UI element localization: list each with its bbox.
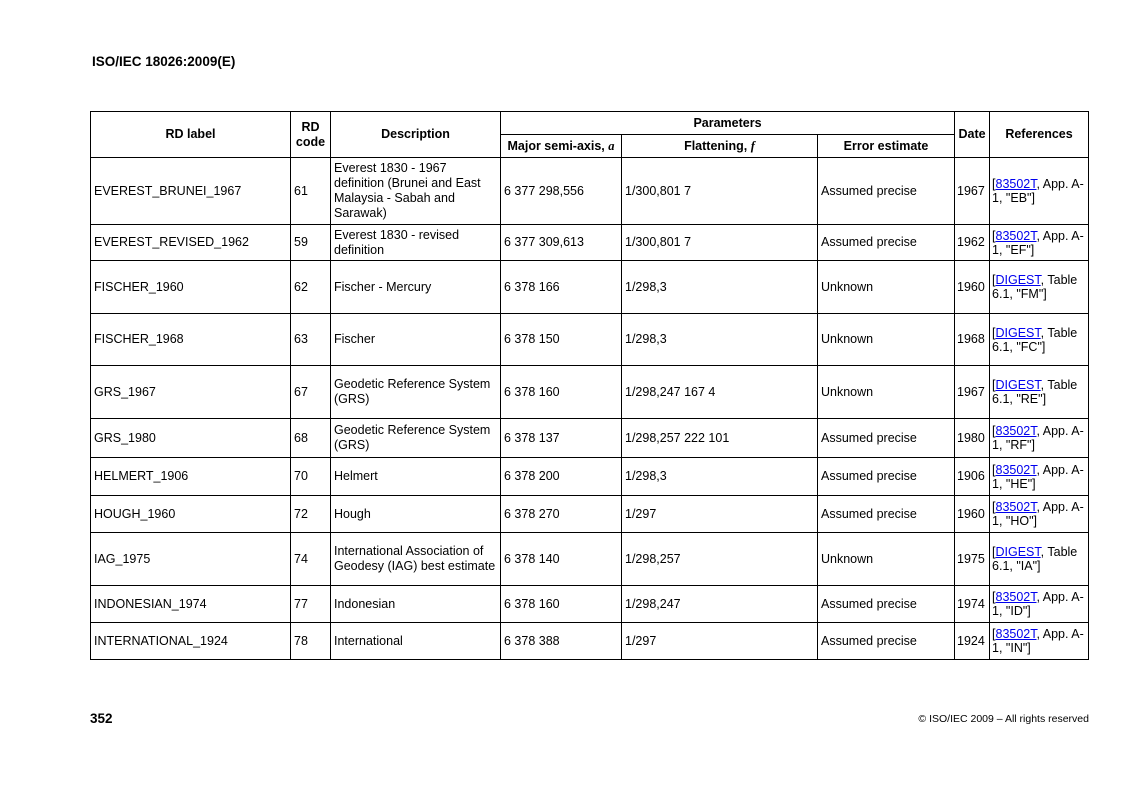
cell-flattening: 1/298,3 bbox=[622, 458, 818, 496]
cell-major-semi-axis: 6 377 309,613 bbox=[501, 225, 622, 261]
cell-date: 1967 bbox=[955, 366, 990, 419]
cell-rd-code: 77 bbox=[291, 586, 331, 623]
cell-error-estimate: Unknown bbox=[818, 261, 955, 314]
header-description: Description bbox=[331, 112, 501, 158]
header-rd-label: RD label bbox=[91, 112, 291, 158]
reference-link[interactable]: 83502T bbox=[995, 590, 1037, 604]
cell-references bbox=[990, 225, 1089, 261]
header-major-semi-axis-label: Major semi-axis, bbox=[507, 138, 605, 153]
cell-description: Everest 1830 - 1967 definition (Brunei and East Malaysia - Sabah and Sarawak) bbox=[331, 158, 501, 225]
cell-major-semi-axis: 6 378 200 bbox=[501, 458, 622, 496]
table-row bbox=[91, 158, 1089, 225]
header-flattening-symbol: f bbox=[750, 138, 755, 153]
reference-prefix: [ bbox=[992, 500, 996, 514]
document-header: ISO/IEC 18026:2009(E) bbox=[92, 54, 236, 69]
cell-rd-label: INTERNATIONAL_1924 bbox=[91, 623, 291, 660]
cell-flattening: 1/298,257 bbox=[622, 533, 818, 586]
header-flattening-label: Flattening, bbox=[684, 138, 748, 153]
cell-references bbox=[990, 419, 1089, 458]
reference-suffix: , App. A-1, "HE"] bbox=[992, 462, 1084, 491]
cell-description: International bbox=[331, 623, 501, 660]
cell-rd-label: HOUGH_1960 bbox=[91, 496, 291, 533]
reference-link[interactable]: 83502T bbox=[995, 177, 1037, 191]
cell-references bbox=[990, 366, 1089, 419]
reference-link[interactable]: DIGEST bbox=[995, 325, 1041, 340]
cell-rd-label: INDONESIAN_1974 bbox=[91, 586, 291, 623]
table-row bbox=[91, 586, 1089, 623]
cell-error-estimate: Unknown bbox=[818, 366, 955, 419]
reference-suffix: , App. A-1, "ID"] bbox=[992, 590, 1084, 618]
cell-rd-code: 67 bbox=[291, 366, 331, 419]
cell-major-semi-axis: 6 378 137 bbox=[501, 419, 622, 458]
cell-references bbox=[990, 533, 1089, 586]
copyright-notice: © ISO/IEC 2009 – All rights reserved bbox=[918, 713, 1089, 725]
reference-link[interactable]: 83502T bbox=[995, 228, 1037, 243]
reference-link[interactable]: 83502T bbox=[995, 462, 1037, 477]
cell-error-estimate: Assumed precise bbox=[818, 586, 955, 623]
cell-flattening: 1/300,801 7 bbox=[622, 158, 818, 225]
reference-prefix: [ bbox=[992, 545, 996, 559]
reference-prefix: [ bbox=[992, 228, 996, 243]
cell-date: 1962 bbox=[955, 225, 990, 261]
cell-flattening: 1/298,3 bbox=[622, 261, 818, 314]
cell-date: 1906 bbox=[955, 458, 990, 496]
header-date: Date bbox=[955, 112, 990, 158]
reference-suffix: , App. A-1, "EF"] bbox=[992, 228, 1084, 257]
cell-date: 1960 bbox=[955, 261, 990, 314]
header-parameters: Parameters bbox=[501, 112, 955, 135]
header-rd-code: RD code bbox=[291, 112, 331, 158]
reference-prefix: [ bbox=[992, 424, 996, 438]
cell-error-estimate: Assumed precise bbox=[818, 225, 955, 261]
cell-rd-label: EVEREST_BRUNEI_1967 bbox=[91, 158, 291, 225]
reference-prefix: [ bbox=[992, 590, 996, 604]
cell-references bbox=[990, 158, 1089, 225]
cell-references bbox=[990, 623, 1089, 660]
cell-description: Hough bbox=[331, 496, 501, 533]
header-major-semi-axis bbox=[501, 135, 622, 158]
table-row bbox=[91, 533, 1089, 586]
cell-rd-code: 68 bbox=[291, 419, 331, 458]
cell-major-semi-axis: 6 378 140 bbox=[501, 533, 622, 586]
cell-description: Fischer - Mercury bbox=[331, 261, 501, 314]
cell-error-estimate: Assumed precise bbox=[818, 623, 955, 660]
cell-date: 1924 bbox=[955, 623, 990, 660]
reference-link[interactable]: DIGEST bbox=[995, 378, 1041, 392]
header-references: References bbox=[990, 112, 1089, 158]
cell-date: 1967 bbox=[955, 158, 990, 225]
reference-datum-table bbox=[90, 111, 1089, 660]
cell-description: Helmert bbox=[331, 458, 501, 496]
cell-rd-code: 62 bbox=[291, 261, 331, 314]
reference-suffix: , App. A-1, "RF"] bbox=[992, 424, 1084, 452]
table-row bbox=[91, 261, 1089, 314]
reference-prefix: [ bbox=[992, 177, 996, 191]
header-flattening bbox=[622, 135, 818, 158]
cell-rd-label: GRS_1967 bbox=[91, 366, 291, 419]
cell-major-semi-axis: 6 377 298,556 bbox=[501, 158, 622, 225]
cell-description: Indonesian bbox=[331, 586, 501, 623]
cell-rd-code: 70 bbox=[291, 458, 331, 496]
cell-references bbox=[990, 261, 1089, 314]
cell-rd-label: EVEREST_REVISED_1962 bbox=[91, 225, 291, 261]
cell-references bbox=[990, 314, 1089, 366]
cell-date: 1975 bbox=[955, 533, 990, 586]
reference-link[interactable]: DIGEST bbox=[995, 545, 1041, 559]
cell-major-semi-axis: 6 378 270 bbox=[501, 496, 622, 533]
cell-rd-code: 59 bbox=[291, 225, 331, 261]
table-row bbox=[91, 314, 1089, 366]
cell-error-estimate: Assumed precise bbox=[818, 158, 955, 225]
cell-description: Everest 1830 - revised definition bbox=[331, 225, 501, 261]
reference-suffix: , Table 6.1, "FM"] bbox=[992, 273, 1078, 301]
cell-flattening: 1/297 bbox=[622, 623, 818, 660]
header-error-estimate: Error estimate bbox=[818, 135, 955, 158]
table-row bbox=[91, 225, 1089, 261]
cell-rd-label: IAG_1975 bbox=[91, 533, 291, 586]
reference-suffix: , Table 6.1, "FC"] bbox=[992, 325, 1078, 354]
cell-rd-label: HELMERT_1906 bbox=[91, 458, 291, 496]
cell-error-estimate: Assumed precise bbox=[818, 496, 955, 533]
reference-prefix: [ bbox=[992, 462, 996, 477]
cell-flattening: 1/298,247 bbox=[622, 586, 818, 623]
reference-link[interactable]: DIGEST bbox=[995, 273, 1041, 287]
reference-suffix: , App. A-1, "EB"] bbox=[992, 177, 1084, 205]
cell-error-estimate: Unknown bbox=[818, 314, 955, 366]
cell-error-estimate: Assumed precise bbox=[818, 458, 955, 496]
table-row bbox=[91, 458, 1089, 496]
cell-date: 1974 bbox=[955, 586, 990, 623]
table-row bbox=[91, 623, 1089, 660]
cell-flattening: 1/298,257 222 101 bbox=[622, 419, 818, 458]
cell-major-semi-axis: 6 378 160 bbox=[501, 366, 622, 419]
reference-link[interactable]: 83502T bbox=[995, 627, 1037, 641]
cell-major-semi-axis: 6 378 388 bbox=[501, 623, 622, 660]
cell-major-semi-axis: 6 378 160 bbox=[501, 586, 622, 623]
cell-references bbox=[990, 586, 1089, 623]
cell-error-estimate: Assumed precise bbox=[818, 419, 955, 458]
cell-description: Fischer bbox=[331, 314, 501, 366]
header-major-semi-axis-symbol: a bbox=[608, 138, 615, 153]
reference-prefix: [ bbox=[992, 325, 996, 340]
reference-prefix: [ bbox=[992, 378, 996, 392]
page-number: 352 bbox=[90, 711, 113, 726]
cell-error-estimate: Unknown bbox=[818, 533, 955, 586]
cell-rd-code: 74 bbox=[291, 533, 331, 586]
cell-rd-code: 63 bbox=[291, 314, 331, 366]
reference-suffix: , App. A-1, "HO"] bbox=[992, 500, 1084, 528]
reference-suffix: , Table 6.1, "RE"] bbox=[992, 378, 1078, 406]
cell-date: 1960 bbox=[955, 496, 990, 533]
cell-rd-code: 61 bbox=[291, 158, 331, 225]
cell-major-semi-axis: 6 378 166 bbox=[501, 261, 622, 314]
cell-references bbox=[990, 496, 1089, 533]
cell-date: 1968 bbox=[955, 314, 990, 366]
cell-flattening: 1/298,3 bbox=[622, 314, 818, 366]
table-row bbox=[91, 496, 1089, 533]
reference-prefix: [ bbox=[992, 273, 996, 287]
reference-suffix: , Table 6.1, "IA"] bbox=[992, 545, 1078, 573]
reference-suffix: , App. A-1, "IN"] bbox=[992, 627, 1084, 655]
reference-link[interactable]: 83502T bbox=[995, 500, 1037, 514]
cell-rd-code: 72 bbox=[291, 496, 331, 533]
cell-major-semi-axis: 6 378 150 bbox=[501, 314, 622, 366]
cell-rd-code: 78 bbox=[291, 623, 331, 660]
reference-prefix: [ bbox=[992, 627, 996, 641]
cell-description: Geodetic Reference System (GRS) bbox=[331, 366, 501, 419]
cell-description: Geodetic Reference System (GRS) bbox=[331, 419, 501, 458]
cell-rd-label: FISCHER_1960 bbox=[91, 261, 291, 314]
cell-flattening: 1/300,801 7 bbox=[622, 225, 818, 261]
table-row bbox=[91, 419, 1089, 458]
reference-link[interactable]: 83502T bbox=[995, 424, 1037, 438]
cell-flattening: 1/298,247 167 4 bbox=[622, 366, 818, 419]
cell-date: 1980 bbox=[955, 419, 990, 458]
table-row bbox=[91, 366, 1089, 419]
cell-description: International Association of Geodesy (IAG) best estimate bbox=[331, 533, 501, 586]
cell-references bbox=[990, 458, 1089, 496]
cell-flattening: 1/297 bbox=[622, 496, 818, 533]
cell-rd-label: FISCHER_1968 bbox=[91, 314, 291, 366]
cell-rd-label: GRS_1980 bbox=[91, 419, 291, 458]
